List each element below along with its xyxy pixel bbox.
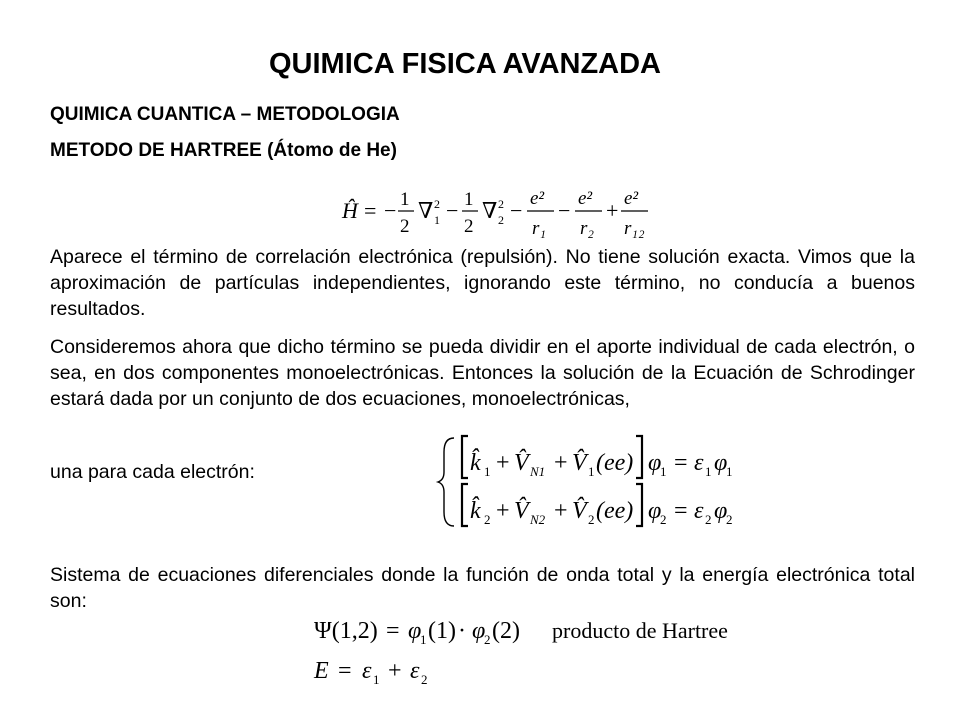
k-sub-2: 2 — [484, 512, 491, 527]
k-hat-2: k̂ — [470, 498, 481, 524]
equals-sign: = — [386, 618, 400, 644]
epsilon-1: ε — [694, 450, 704, 476]
hamiltonian-equation — [340, 180, 650, 242]
minus-sign: − — [558, 198, 571, 223]
k-hat-1: k̂ — [470, 450, 481, 476]
v-hat-n2: V̂ — [514, 498, 529, 524]
phi-sub-2-rhs: 2 — [726, 512, 733, 527]
frac-den: 2 — [400, 216, 410, 237]
system-brace — [438, 438, 454, 526]
plus-sign: + — [554, 450, 568, 476]
page-title: QUIMICA FISICA AVANZADA — [268, 48, 661, 80]
left-bracket-2 — [462, 484, 468, 526]
plus-sign: + — [388, 658, 402, 684]
hartree-product-equation — [312, 610, 772, 650]
e-squared: e² — [624, 188, 639, 209]
paragraph-correlation: Aparece el término de correlación electrónica (repulsión). No tiene solución exacta. Vimos que la aproximación de partículas independientes, ignorando este término, no conducía a buenos resultados. — [50, 246, 915, 320]
subtitle-metodologia: QUIMICA CUANTICA – METODOLOGIA — [50, 104, 400, 125]
plus-sign: + — [554, 498, 568, 524]
left-bracket-1 — [462, 436, 468, 478]
minus-sign: − — [510, 198, 523, 223]
v-sub-n2: N2 — [530, 512, 546, 527]
equals-sign: = — [674, 450, 688, 476]
r12-den: r₁₂ — [624, 218, 645, 239]
phi-1-rhs: φ — [714, 450, 728, 476]
r1-den: r₁ — [532, 218, 546, 239]
epsilon-sub-1: 1 — [705, 464, 712, 479]
paragraph-system: Sistema de ecuaciones diferenciales donde la función de onda total y la energía electrónica total son: — [50, 564, 915, 612]
phi-sub-2: 2 — [660, 512, 667, 527]
e-squared: e² — [578, 188, 593, 209]
equals-sign: = — [338, 658, 352, 684]
right-bracket-2 — [636, 484, 642, 526]
subtitle-hartree: METODO DE HARTREE (Átomo de He) — [50, 140, 397, 161]
minus-sign: − — [446, 198, 459, 223]
h-hat: Ĥ — [342, 198, 358, 223]
epsilon-sub-2: 2 — [421, 672, 428, 687]
epsilon-sub-1: 1 — [373, 672, 380, 687]
e-squared: e² — [530, 188, 545, 209]
phi-sub-2: 2 — [484, 632, 491, 647]
v-hat-1: V̂ — [572, 450, 587, 476]
v-sub-n1: N1 — [530, 464, 546, 479]
epsilon-sub-2: 2 — [705, 512, 712, 527]
nabla-1: ∇ — [418, 198, 434, 223]
v-sub-1: 1 — [588, 464, 595, 479]
epsilon-2: ε — [410, 658, 420, 684]
ee-term-1: (ee) — [596, 450, 634, 476]
frac-den: 2 — [464, 216, 474, 237]
plus-sign: + — [496, 450, 510, 476]
v-hat-2: V̂ — [572, 498, 587, 524]
hartree-system-equations — [438, 432, 798, 532]
paragraph-split: Consideremos ahora que dicho término se pueda dividir en el aporte individual de cada electrón, o sea, en dos componentes monoelectrónicas. Entonces la solución de la Ecuación de Schrodinger estará dada por un conjunto de dos ecuaciones, monoelectrónicas, — [50, 336, 915, 410]
phi-2: φ — [472, 618, 486, 644]
total-energy-equation — [312, 650, 472, 690]
v-hat-n1: V̂ — [514, 450, 529, 476]
phi-sub-1: 1 — [660, 464, 667, 479]
nabla-2: ∇ — [482, 198, 498, 223]
phi-sub-1: 1 — [420, 632, 427, 647]
phi-1: φ — [408, 618, 422, 644]
phi-arg-2: (2) — [492, 618, 520, 644]
frac-num: 1 — [400, 189, 410, 210]
hartree-product-label: producto de Hartree — [552, 618, 728, 643]
plus-sign: + — [496, 498, 510, 524]
minus-sign: − — [384, 198, 397, 223]
energy-symbol: E — [314, 658, 329, 684]
nabla-2-sup: 2 — [498, 197, 504, 211]
plus-sign: + — [606, 198, 619, 223]
r2-den: r₂ — [580, 218, 594, 239]
dot-operator: · — [458, 618, 466, 644]
k-sub-1: 1 — [484, 464, 491, 479]
nabla-1-sup: 2 — [434, 197, 440, 211]
phi-arg-1: (1) — [428, 618, 456, 644]
epsilon-1: ε — [362, 658, 372, 684]
phi-1: φ — [648, 450, 662, 476]
right-bracket-1 — [636, 436, 642, 478]
phi-2-rhs: φ — [714, 498, 728, 524]
equals-sign: = — [364, 198, 377, 223]
v-sub-2: 2 — [588, 512, 595, 527]
phi-2: φ — [648, 498, 662, 524]
paragraph-per-electron: una para cada electrón: — [50, 461, 255, 483]
frac-num: 1 — [464, 189, 474, 210]
epsilon-2: ε — [694, 498, 704, 524]
equals-sign: = — [674, 498, 688, 524]
nabla-2-sub: 2 — [498, 213, 504, 227]
nabla-1-sub: 1 — [434, 213, 440, 227]
psi-total: Ψ(1,2) — [314, 618, 378, 644]
phi-sub-1-rhs: 1 — [726, 464, 733, 479]
ee-term-2: (ee) — [596, 498, 634, 524]
